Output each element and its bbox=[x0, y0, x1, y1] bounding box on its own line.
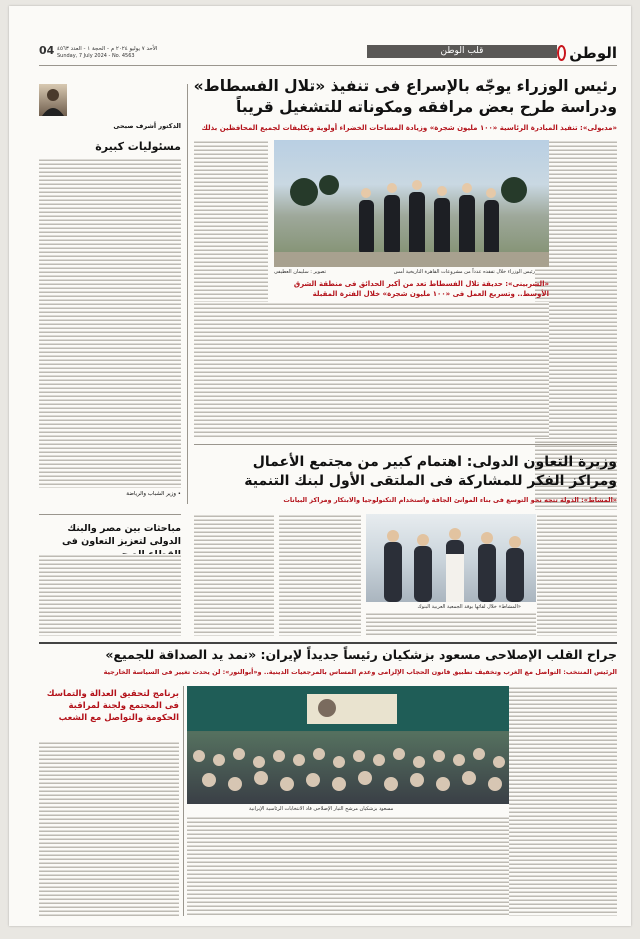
story2-text-mid bbox=[279, 514, 361, 636]
story1-text-bottom bbox=[194, 302, 549, 438]
author-portrait-icon bbox=[39, 84, 67, 116]
story4-text-right bbox=[509, 686, 617, 916]
column-signoff: • وزير الشباب والرياضة bbox=[126, 491, 181, 497]
story1-photo-credit: تصوير : سليمان العطيفى bbox=[274, 269, 326, 275]
column-title: مسئوليات كبيرة bbox=[95, 140, 181, 153]
story4-photo bbox=[187, 686, 509, 804]
officials-group-image bbox=[274, 140, 549, 267]
story4-subhead: الرئيس المنتخب: التواصل مع الغرب وتخفيف تطبيق قانون الحجاب الإلزامى وعدم المساس بالمرجعيات الدينية.. و«أبوالنور»: لن يحدث تغيير فى السياسة الخارجية bbox=[103, 668, 617, 676]
story1-photo bbox=[274, 140, 549, 267]
story1-subhead2: «الشربينى»: حديقة تلال الفسطاط تعد من أكبر الحدائق فى منطقة الشرق الأوسط.. وتسريع العمل فى «١٠٠ مليون شجرة» خلال الفترة المقبلة bbox=[293, 280, 549, 298]
date-arabic: الأحد ٧ يوليو ٢٠٢٤ م - الحجة ١ - العدد ٤٥٦٣ bbox=[57, 46, 158, 52]
story1-photo-caption: رئيس الوزراء خلال تفقده عدداً من مشروعات القاهرة التاريخية أمس bbox=[393, 269, 535, 275]
story2-headline: وزيرة التعاون الدولى: اهتمام كبير من مجتمع الأعمال ومراكز الفكر للمشاركة فى الملتقى الأول لبنك التنمية bbox=[244, 454, 617, 489]
brand-name: الوطن bbox=[569, 44, 617, 62]
story1-headline: رئيس الوزراء يوجّه بالإسراع فى تنفيذ «تلال الفسطاط» ودراسة طرح بعض مرافقه ومكوناته للتشغيل قريباً bbox=[193, 77, 617, 116]
story2-text-under-photo bbox=[366, 612, 536, 636]
rally-crowd-image bbox=[187, 686, 509, 804]
minister-meeting-image bbox=[366, 514, 536, 602]
story2-text-left bbox=[194, 514, 274, 636]
story1-subhead: «مدبولى»: تنفيذ المبادرة الرئاسية «١٠٠ مليون شجرة» وزيادة المساحات الخضراء أولوية وتكليفات لجميع المحافظين بذلك bbox=[201, 124, 617, 132]
masthead-brand bbox=[557, 43, 617, 63]
section-label: قلب الوطن bbox=[367, 45, 557, 58]
story4-sidebar-title: برنامج لتحقيق العدالة والتماسك فى المجتمع ولجنة لمراقبة الحكومة والتواصل مع الشعب bbox=[46, 689, 179, 723]
story2-photo-caption: «المشاط» خلال لقائها بوفد الجمعية العربية البنوك bbox=[417, 604, 521, 610]
story4-photo-caption: مسعود بزشكيان مرشح التيار الإصلاحى قاد الانتخابات الرئاسية الإيرانية bbox=[249, 806, 394, 812]
newspaper-page bbox=[9, 6, 631, 926]
story4-sidebar-divider bbox=[183, 686, 184, 916]
story2-photo bbox=[366, 514, 536, 602]
author-photo bbox=[39, 84, 67, 116]
story3-top-divider bbox=[39, 514, 181, 515]
masthead-divider bbox=[39, 65, 617, 66]
brand-logo-icon bbox=[557, 45, 566, 61]
story4-top-divider bbox=[39, 642, 617, 644]
story3-text bbox=[39, 554, 181, 636]
story1-divider bbox=[194, 444, 617, 445]
column-divider bbox=[187, 84, 188, 504]
story3-headline: مباحثات بين مصر والبنك الدولى لتعزيز التعاون فى bbox=[62, 523, 181, 547]
story2-text-right bbox=[537, 514, 617, 636]
column-body-text bbox=[39, 158, 181, 488]
page-number: 04 bbox=[39, 44, 55, 57]
story4-headline: جراح القلب الإصلاحى مسعود بزشكيان رئيساً جديداً لإيران: «نمد يد الصداقة للجميع» bbox=[105, 647, 617, 662]
story4-text-main bbox=[187, 816, 509, 916]
date-english: Sunday, 7 July 2024 - No. 4563 bbox=[57, 53, 135, 59]
story2-subhead: «المشاط»: الدولة تتجه نحو التوسع فى بناء الموانئ الجافة واستخدام التكنولوجيا والابتكار ومراكز البيانات bbox=[283, 496, 617, 504]
story4-sidebar-text bbox=[39, 741, 179, 916]
column-author: الدكتور أشرف صبحى bbox=[113, 122, 181, 130]
